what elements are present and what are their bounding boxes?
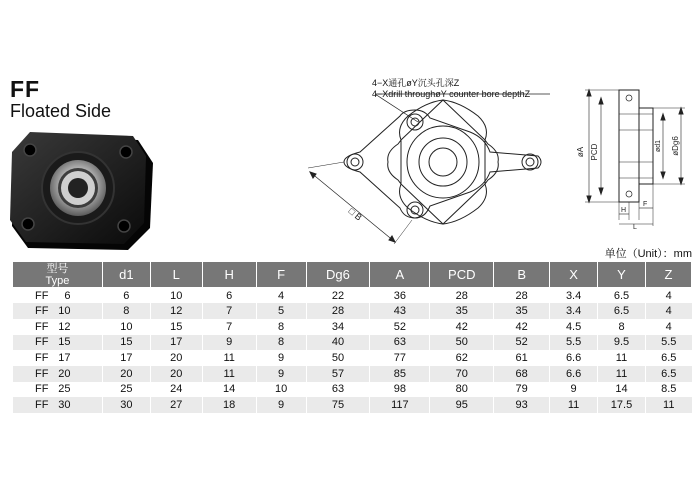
type-size: 10 — [58, 305, 71, 318]
table-row — [13, 303, 692, 319]
type-prefix: FF — [35, 367, 49, 380]
cell-x: 6.6 — [550, 366, 598, 382]
cell-a: 117 — [370, 397, 430, 413]
cell-b: 79 — [494, 382, 550, 398]
cell-pcd: 70 — [430, 366, 494, 382]
cell-z: 6.5 — [645, 366, 691, 382]
column-header-dg6: Dg6 — [306, 262, 370, 288]
cell-h: 11 — [202, 350, 256, 366]
cell-f: 9 — [256, 366, 306, 382]
cell-b: 28 — [494, 288, 550, 304]
cell-z: 11 — [645, 397, 691, 413]
cell-y: 14 — [598, 382, 646, 398]
cell-y: 9.5 — [598, 335, 646, 351]
cell-l: 20 — [150, 366, 202, 382]
column-header-pcd: PCD — [430, 262, 494, 288]
cell-l: 10 — [150, 288, 202, 304]
cell-f: 5 — [256, 303, 306, 319]
type-cell — [13, 319, 103, 335]
cell-h: 7 — [202, 303, 256, 319]
bearing-housing-photo — [8, 128, 158, 256]
cell-z: 4 — [645, 319, 691, 335]
front-view-drawing — [300, 72, 590, 252]
type-cell — [13, 335, 103, 351]
cell-a: 52 — [370, 319, 430, 335]
cell-l: 20 — [150, 350, 202, 366]
cell-y: 17.5 — [598, 397, 646, 413]
cell-z: 4 — [645, 288, 691, 304]
type-prefix: FF — [35, 383, 49, 396]
cell-l: 15 — [150, 319, 202, 335]
unit-label: 单位（Unit）：mm — [604, 248, 692, 260]
dimension-pcd-label: PCD — [590, 143, 599, 161]
dimension-h-label: H — [621, 207, 627, 214]
cell-y: 8 — [598, 319, 646, 335]
table-row — [13, 319, 692, 335]
cell-f: 9 — [256, 350, 306, 366]
cell-l: 27 — [150, 397, 202, 413]
dimension-d1-label: ød1 — [655, 139, 662, 153]
type-prefix: FF — [35, 305, 49, 318]
cell-b: 93 — [494, 397, 550, 413]
column-header-f: F — [256, 262, 306, 288]
cell-d1: 10 — [102, 319, 150, 335]
cell-a: 63 — [370, 335, 430, 351]
cell-dg6: 40 — [306, 335, 370, 351]
cell-d1: 6 — [102, 288, 150, 304]
cell-pcd: 95 — [430, 397, 494, 413]
cell-z: 4 — [645, 303, 691, 319]
cell-d1: 30 — [102, 397, 150, 413]
cell-x: 6.6 — [550, 350, 598, 366]
drill-note-cn: 4−X通孔øY沉头孔深Z — [372, 78, 460, 88]
cell-b: 35 — [494, 303, 550, 319]
cell-h: 18 — [202, 397, 256, 413]
type-header-en: Type — [45, 274, 70, 287]
cell-pcd: 50 — [430, 335, 494, 351]
cell-y: 6.5 — [598, 288, 646, 304]
column-header-type — [13, 262, 103, 288]
dimension-b-label: □ B — [346, 205, 364, 223]
type-prefix: FF — [35, 289, 49, 302]
type-prefix: FF — [35, 352, 49, 365]
cell-y: 11 — [598, 366, 646, 382]
cell-l: 17 — [150, 335, 202, 351]
table-row — [13, 350, 692, 366]
cell-a: 77 — [370, 350, 430, 366]
column-header-y: Y — [598, 262, 646, 288]
type-size: 17 — [58, 352, 71, 365]
type-cell — [13, 288, 103, 304]
cell-x: 11 — [550, 397, 598, 413]
cell-b: 61 — [494, 350, 550, 366]
cell-f: 9 — [256, 397, 306, 413]
table-row — [13, 397, 692, 413]
cell-h: 7 — [202, 319, 256, 335]
type-size: 6 — [64, 289, 71, 302]
cell-dg6: 28 — [306, 303, 370, 319]
table-header-row — [13, 262, 692, 288]
column-header-h: H — [202, 262, 256, 288]
cell-d1: 25 — [102, 382, 150, 398]
cell-pcd: 42 — [430, 319, 494, 335]
table-body — [13, 288, 692, 414]
page-title: FF — [10, 76, 41, 102]
table-row — [13, 382, 692, 398]
type-prefix: FF — [35, 320, 49, 333]
cell-pcd: 35 — [430, 303, 494, 319]
cell-a: 43 — [370, 303, 430, 319]
table-row — [13, 288, 692, 304]
type-size: 25 — [58, 383, 71, 396]
cell-a: 85 — [370, 366, 430, 382]
cell-x: 4.5 — [550, 319, 598, 335]
type-cell — [13, 382, 103, 398]
type-header-cn: 型号 — [46, 262, 69, 275]
cell-b: 52 — [494, 335, 550, 351]
cell-l: 24 — [150, 382, 202, 398]
drill-note-en: 4−Xdrill throughøY counter bore depthZ — [372, 89, 531, 99]
type-cell — [13, 397, 103, 413]
cell-d1: 15 — [102, 335, 150, 351]
cell-pcd: 80 — [430, 382, 494, 398]
cell-f: 4 — [256, 288, 306, 304]
column-header-a: A — [370, 262, 430, 288]
column-header-b: B — [494, 262, 550, 288]
page-subtitle: Floated Side — [10, 101, 112, 121]
cell-h: 9 — [202, 335, 256, 351]
table-row — [13, 366, 692, 382]
cell-dg6: 34 — [306, 319, 370, 335]
cell-d1: 8 — [102, 303, 150, 319]
cell-y: 11 — [598, 350, 646, 366]
cell-pcd: 28 — [430, 288, 494, 304]
cell-l: 12 — [150, 303, 202, 319]
cell-x: 9 — [550, 382, 598, 398]
cell-y: 6.5 — [598, 303, 646, 319]
column-header-x: X — [550, 262, 598, 288]
cell-b: 68 — [494, 366, 550, 382]
cell-x: 3.4 — [550, 303, 598, 319]
specification-table — [12, 261, 692, 413]
cell-x: 3.4 — [550, 288, 598, 304]
cell-z: 6.5 — [645, 350, 691, 366]
type-size: 30 — [58, 399, 71, 412]
dimension-a-label: øA — [576, 146, 585, 158]
cell-h: 14 — [202, 382, 256, 398]
cell-f: 8 — [256, 319, 306, 335]
type-cell — [13, 303, 103, 319]
dimension-dg6-label: øDg6 — [671, 136, 680, 156]
type-size: 12 — [58, 320, 71, 333]
table-row — [13, 335, 692, 351]
cell-pcd: 62 — [430, 350, 494, 366]
cell-dg6: 63 — [306, 382, 370, 398]
column-header-d1: d1 — [102, 262, 150, 288]
cell-h: 11 — [202, 366, 256, 382]
cell-dg6: 22 — [306, 288, 370, 304]
cell-d1: 20 — [102, 366, 150, 382]
dimension-l-label: L — [633, 224, 637, 230]
cell-z: 5.5 — [645, 335, 691, 351]
type-size: 20 — [58, 367, 71, 380]
cell-x: 5.5 — [550, 335, 598, 351]
side-view-drawing — [575, 80, 695, 230]
cell-d1: 17 — [102, 350, 150, 366]
cell-dg6: 75 — [306, 397, 370, 413]
cell-dg6: 57 — [306, 366, 370, 382]
type-size: 15 — [58, 336, 71, 349]
column-header-z: Z — [645, 262, 691, 288]
dimension-f-label: F — [643, 201, 648, 208]
cell-f: 8 — [256, 335, 306, 351]
type-cell — [13, 350, 103, 366]
cell-h: 6 — [202, 288, 256, 304]
type-cell — [13, 366, 103, 382]
cell-dg6: 50 — [306, 350, 370, 366]
cell-z: 8.5 — [645, 382, 691, 398]
cell-a: 98 — [370, 382, 430, 398]
cell-a: 36 — [370, 288, 430, 304]
cell-b: 42 — [494, 319, 550, 335]
type-prefix: FF — [35, 336, 49, 349]
cell-f: 10 — [256, 382, 306, 398]
column-header-l: L — [150, 262, 202, 288]
type-prefix: FF — [35, 399, 49, 412]
